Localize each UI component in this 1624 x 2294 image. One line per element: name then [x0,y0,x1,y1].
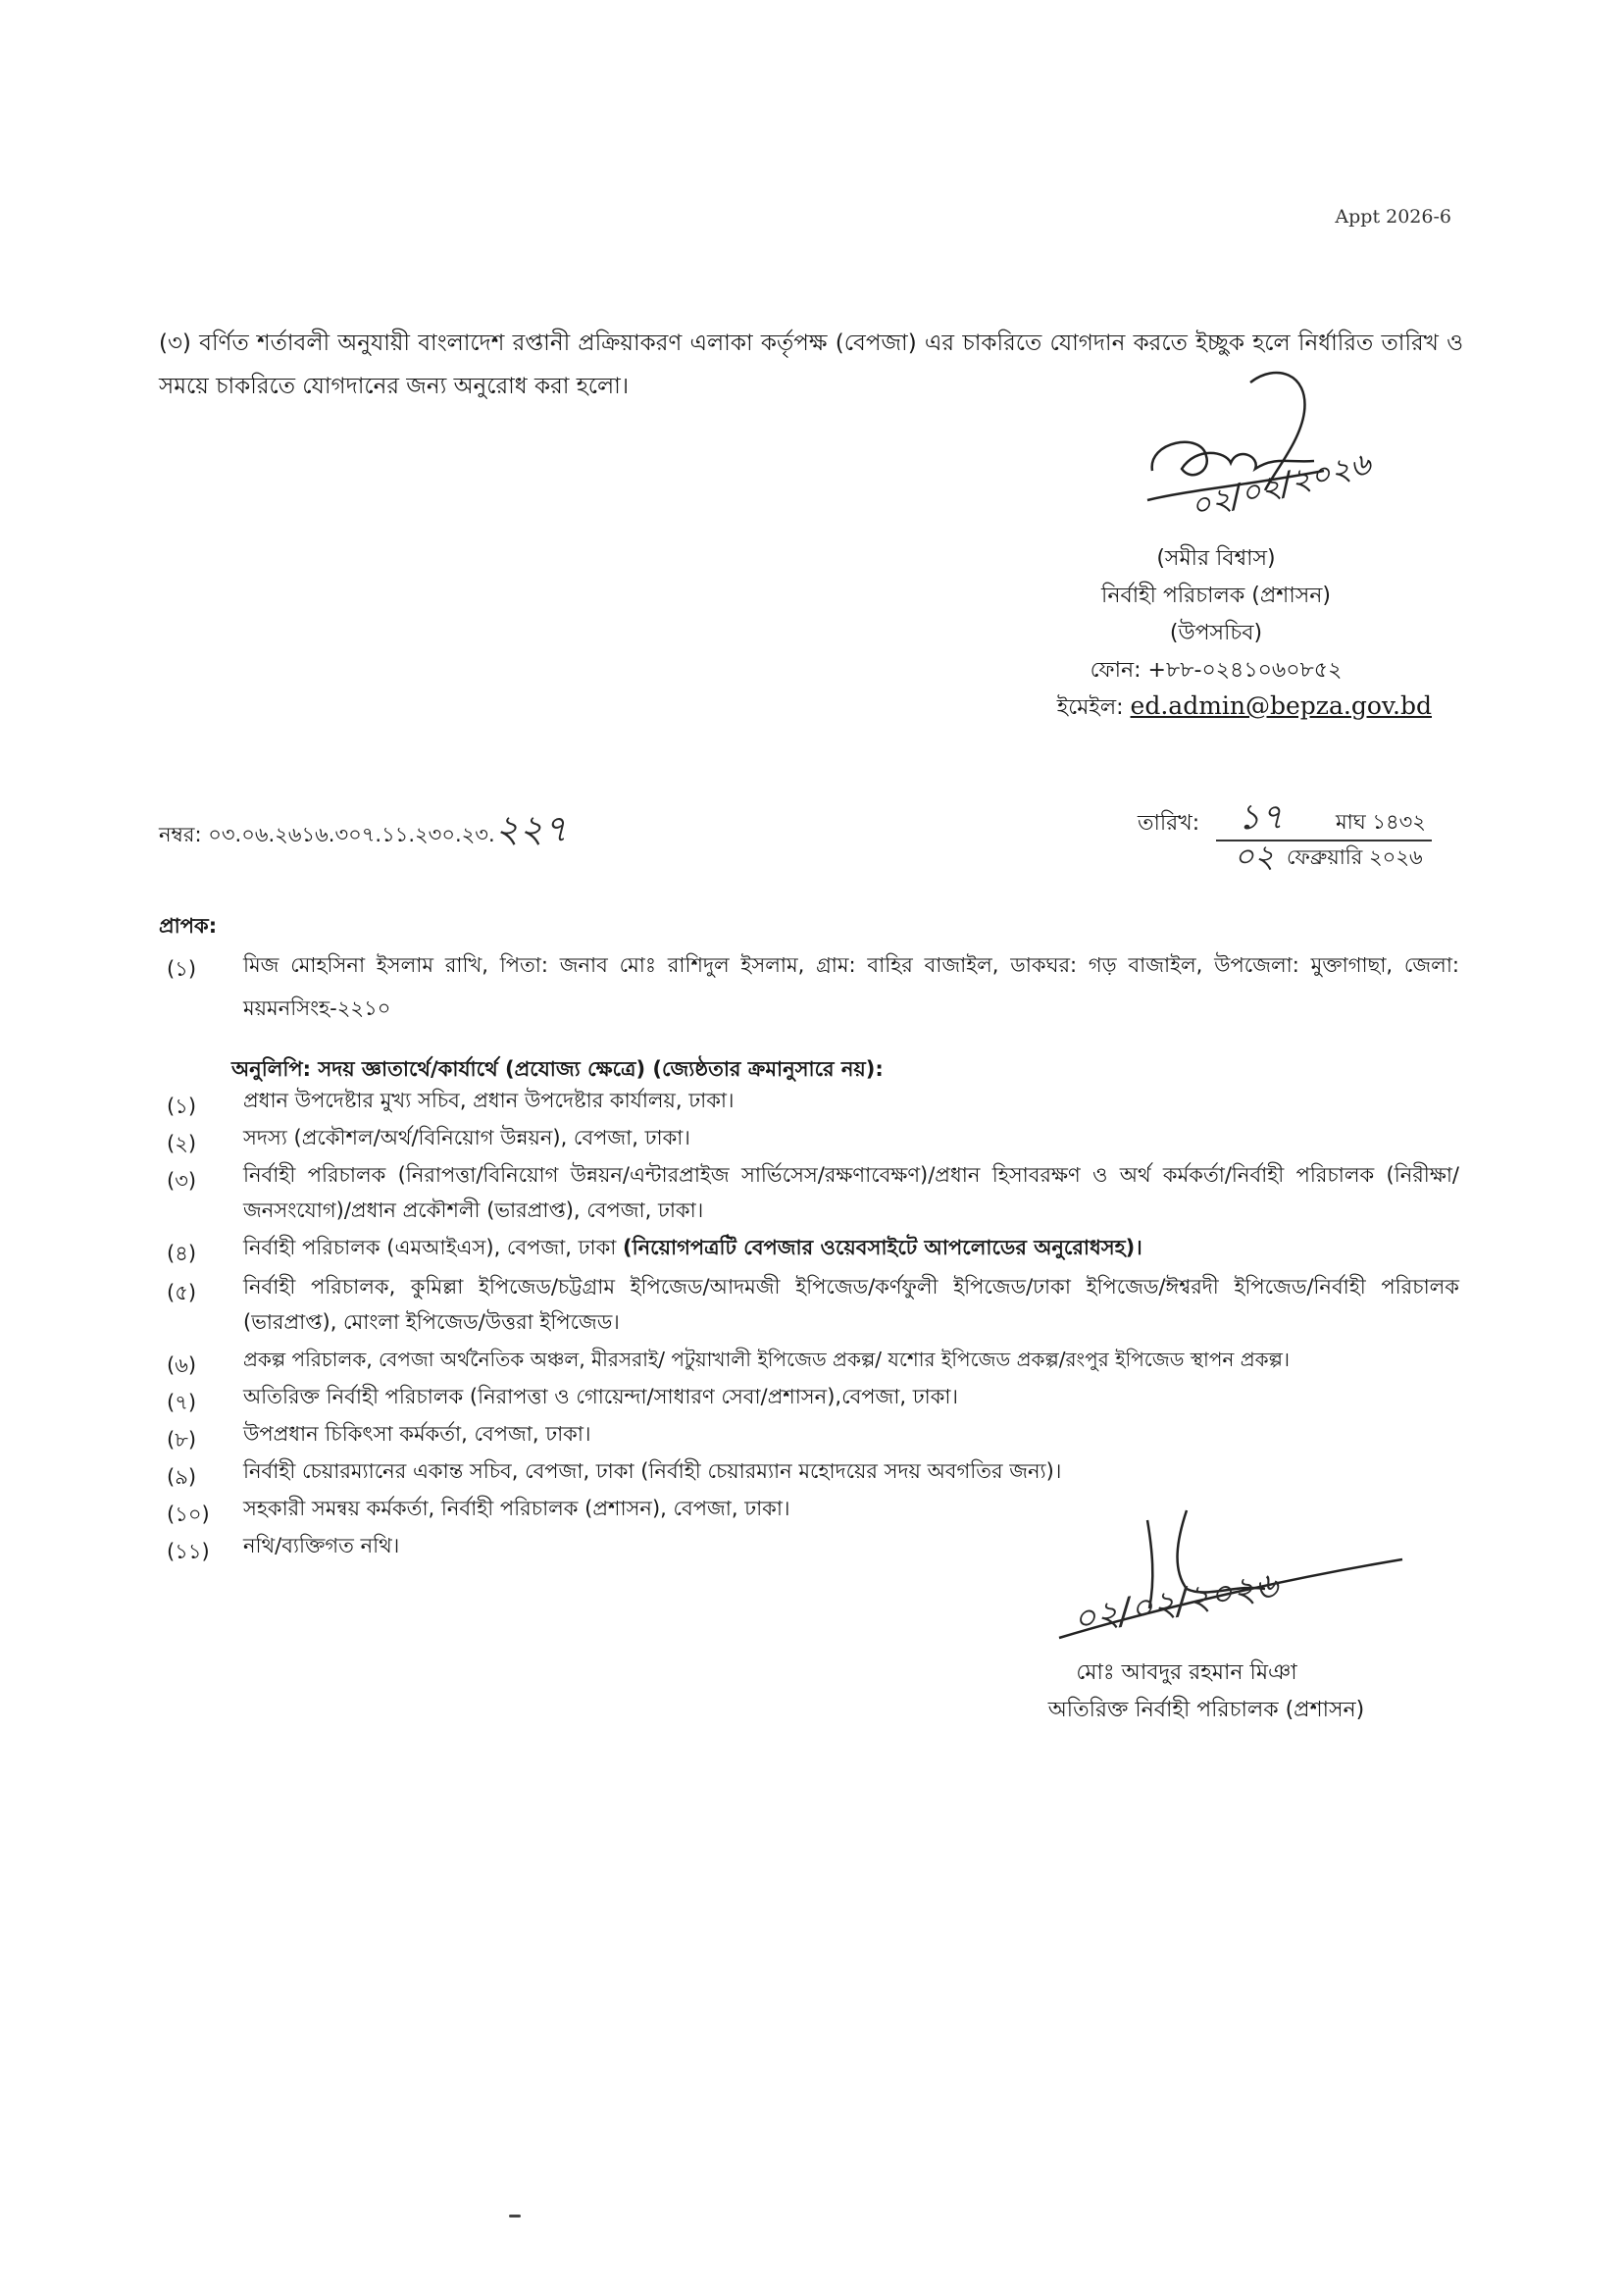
cc-item-1-num: (১) [167,1095,197,1118]
cc-item-3-num: (৩) [167,1169,197,1193]
cc-item-4 [243,1230,1459,1265]
cc-item-9: নির্বাহী চেয়ারম্যানের একান্ত সচিব, বেপজা, ঢাকা (নির্বাহী চেয়ারম্যান মহোদয়ের সদয় অবগতির জন্য)। [243,1459,1062,1483]
cc-item-8-num: (৮) [167,1428,197,1452]
memo-number-handwritten: ২২৭ [494,807,568,850]
document-code: Appt 2026-6 [1335,206,1451,228]
signer-2-name: মোঃ আবদুর রহমান মিঞা [1076,1660,1297,1685]
cc-item-10: সহকারী সমন্বয় কর্মকর্তা, নির্বাহী পরিচালক (প্রশাসন), বেপজা, ঢাকা। [243,1497,790,1520]
signer-1-designation: নির্বাহী পরিচালক (প্রশাসন) [1101,584,1331,608]
bangla-day: ১৭ [1238,797,1284,838]
recipient-text: মিজ মোহসিনা ইসলাম রাখি, পিতা: জনাব মোঃ রাশিদুল ইসলাম, গ্রাম: বাহির বাজাইল, ডাকঘর: গড় বাজাইল, উপজেলা: মুক্তাগাছা, জেলা: ময়মনসিংহ-২২১০ [243,953,1459,1020]
signature-1-date: ০২/০২/২০২৬ [1186,444,1375,526]
cc-item-1: প্রধান উপদেষ্টার মুখ্য সচিব, প্রধান উপদেষ্টার কার্যালয়, ঢাকা। [243,1089,735,1112]
cc-item-5-num: (৫) [167,1281,197,1304]
cc-heading: অনুলিপি: সদয় জ্ঞাতার্থে/কার্যার্থে (প্রযোজ্য ক্ষেত্রে) (জ্যেষ্ঠতার ক্রমানুসারে নয়): [231,1057,884,1081]
cc-item-11-num: (১১) [167,1540,210,1563]
cc-item-7-num: (৭) [167,1391,197,1414]
cc-item-7: অতিরিক্ত নির্বাহী পরিচালক (নিরাপত্তা ও গোয়েন্দা/সাধারণ সেবা/প্রশাসন),বেপজা, ঢাকা। [243,1385,959,1408]
signer-1-rank: (উপসচিব) [1169,621,1263,645]
cc-item-8: উপপ্রধান চিকিৎসা কর্মকর্তা, বেপজা, ঢাকা। [243,1422,591,1446]
cc-item-6: প্রকল্প পরিচালক, বেপজা অর্থনৈতিক অঞ্চল, মীরসরাই/ পটুয়াখালী ইপিজেড প্রকল্প/ যশোর ইপিজেড প্রকল্প/রংপুর ইপিজেড স্থাপন প্রকল্প। [243,1348,1291,1371]
cc-item-6-num: (৬) [167,1353,197,1377]
memo-number [159,800,845,863]
stray-mark [509,2215,521,2218]
cc-item-4-text: নির্বাহী পরিচালক (এমআইএস), বেপজা, ঢাকা [243,1236,624,1259]
signer-2-designation: অতিরিক্ত নির্বাহী পরিচালক (প্রশাসন) [1047,1698,1365,1722]
cc-item-9-num: (৯) [167,1465,197,1489]
cc-item-5: নির্বাহী পরিচালক, কুমিল্লা ইপিজেড/চট্টগ্রাম ইপিজেড/আদমজী ইপিজেড/কর্ণফুলী ইপিজেড/ঢাকা ইপিজেড/ঈশ্বরদী ইপিজেড/নির্বাহী পরিচালক (ভারপ্রাপ্ত), মোংলা ইপিজেড/উত্তরা ইপিজেড। [243,1275,1459,1334]
signer-1-name: (সমীর বিশ্বাস) [1156,546,1276,571]
english-day: ০২ [1234,838,1275,875]
cc-item-2: সদস্য (প্রকৌশল/অর্থ/বিনিয়োগ উন্নয়ন), বেপজা, ঢাকা। [243,1126,690,1149]
cc-item-4-num: (৪) [167,1242,197,1265]
signature-1 [1128,353,1422,549]
signer-1-email-row [1020,688,1432,726]
recipient-heading: প্রাপক: [159,914,218,938]
bangla-month: মাঘ ১৪৩২ [1336,810,1426,834]
paragraph-3: (৩) বর্ণিত শর্তাবলী অনুযায়ী বাংলাদেশ রপ্তানী প্রক্রিয়াকরণ এলাকা কর্তৃপক্ষ (বেপজা) এর চাকরিতে যোগদান করতে ইচ্ছুক হলে নির্ধারিত তারিখ ও সময়ে চাকরিতে যোগদানের জন্য অনুরোধ করা হলো। [159,331,1463,399]
signer-1-phone: ফোন: +৮৮-০২৪১০৬০৮৫২ [1090,658,1343,683]
cc-item-2-num: (২) [167,1132,197,1155]
cc-item-3: নির্বাহী পরিচালক (নিরাপত্তা/বিনিয়োগ উন্নয়ন/এন্টারপ্রাইজ সার্ভিসেস/রক্ষণাবেক্ষণ)/প্রধান হিসাবরক্ষণ ও অর্থ কর্মকর্তা/নির্বাহী পরিচালক (নিরীক্ষা/জনসংযোগ)/প্রধান প্রকৌশলী (ভারপ্রাপ্ত), বেপজা, ঢাকা। [243,1163,1459,1222]
email-link[interactable]: ed.admin@bepza.gov.bd [1130,691,1432,720]
cc-item-11: নথি/ব্যক্তিগত নথি। [243,1534,400,1557]
cc-item-4-bold: (নিয়োগপত্রটি বেপজার ওয়েবসাইটে আপলোডের অনুরোধসহ)। [623,1236,1142,1259]
email-label: ইমেইল: [1056,695,1124,720]
cc-item-10-num: (১০) [167,1503,210,1526]
recipient-number: (১) [167,957,197,981]
date-label: তারিখ: [1138,811,1200,836]
memo-number-label: নম্বর: ০৩.০৬.২৬১৬.৩০৭.১১.২৩০.২৩. [159,823,495,846]
english-month: ফেব্রুয়ারি ২০২৬ [1287,845,1423,869]
signature-2-date: ০২/০২/২০২৬ [1070,1564,1282,1641]
